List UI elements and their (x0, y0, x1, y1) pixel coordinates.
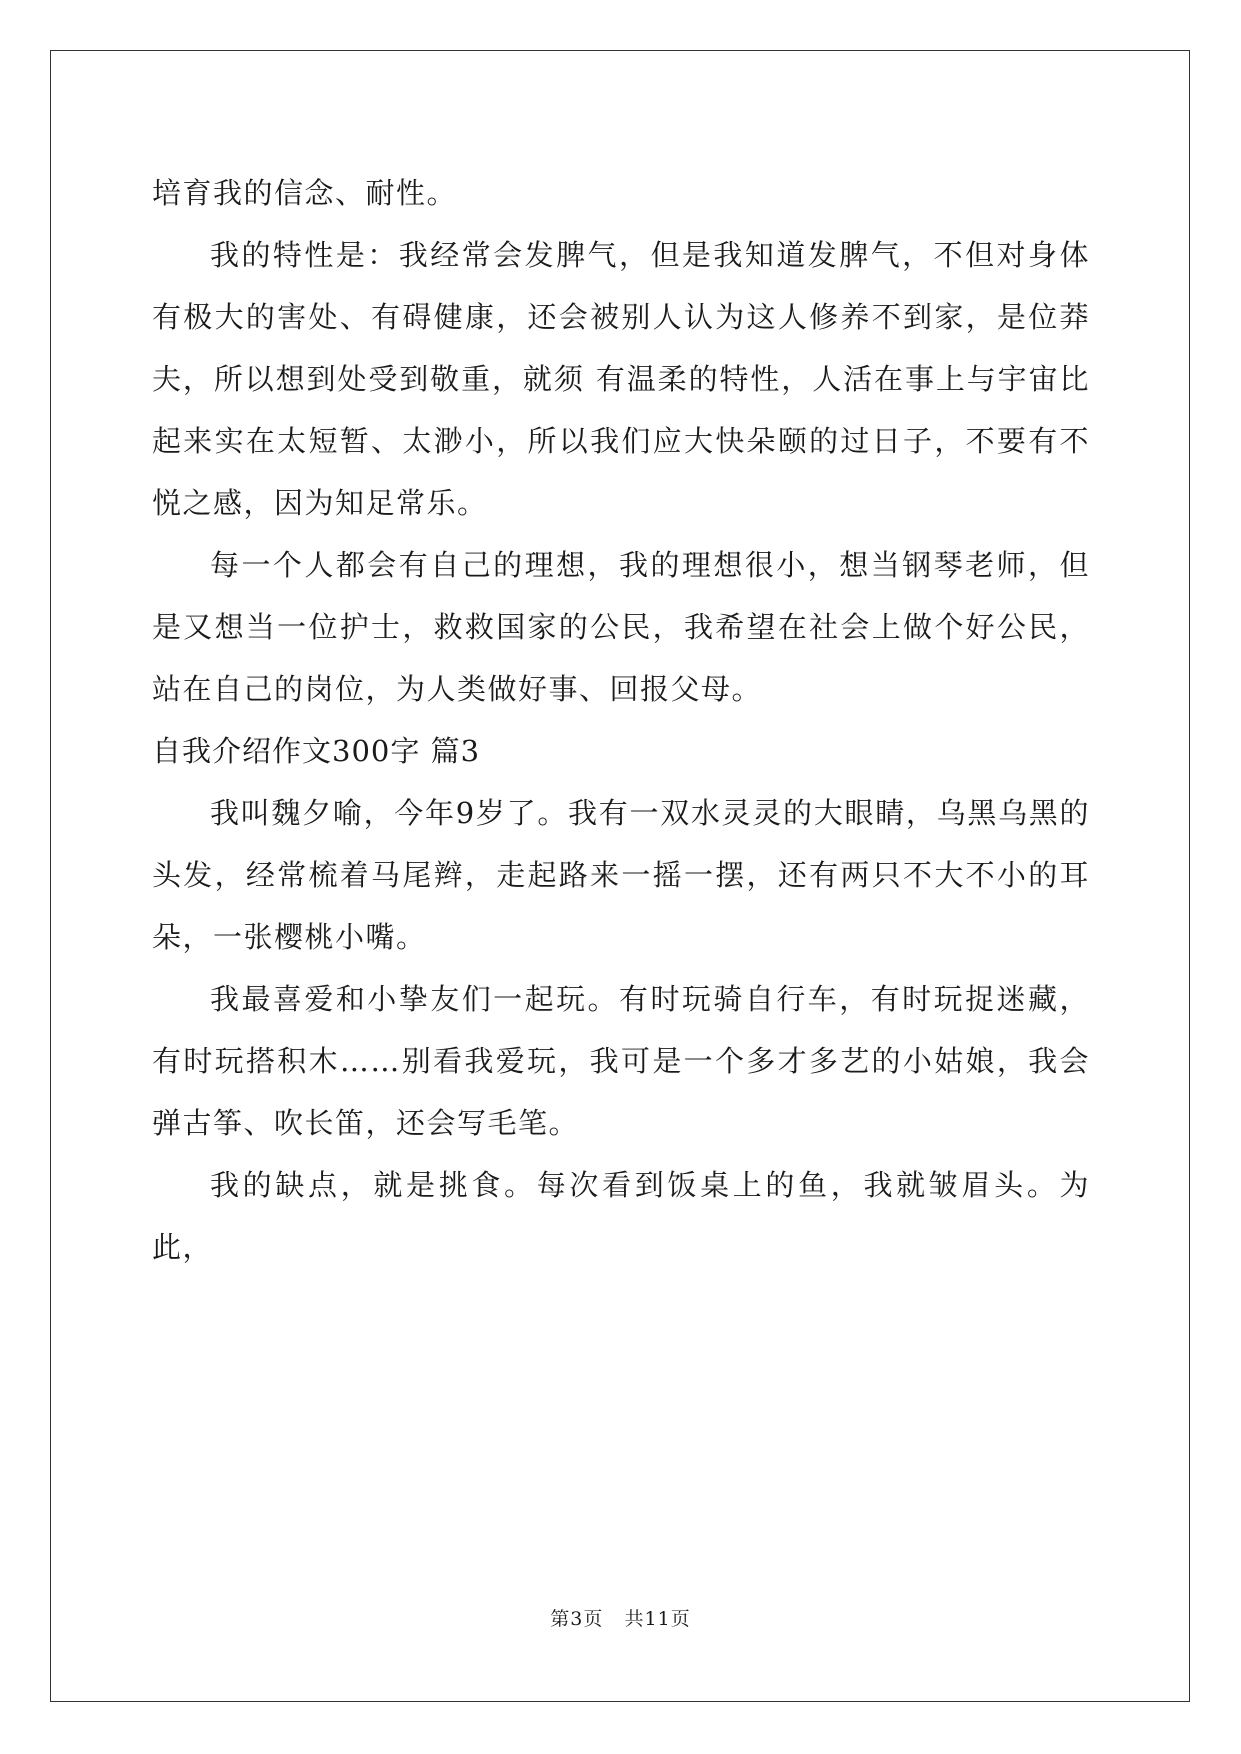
paragraph-appearance: 我叫魏夕喻，今年9岁了。我有一双水灵灵的大眼睛，乌黑乌黑的头发，经常梳着马尾辫，走起路来一摇一摆，还有两只不大不小的耳朵，一张樱桃小嘴。 (152, 796, 1090, 954)
paragraph-continuation: 培育我的信念、耐性。 (152, 176, 458, 210)
document-body (152, 162, 1090, 1278)
page-footer (0, 1604, 1241, 1631)
paragraph-ideal: 每一个人都会有自己的理想，我的理想很小，想当钢琴老师，但是又想当一位护士，救救国家的公民，我希望在社会上做个好公民，站在自己的岗位，为人类做好事、回报父母。 (152, 548, 1090, 706)
paragraph-shortcoming: 我的缺点，就是挑食。每次看到饭桌上的鱼，我就皱眉头。为此， (152, 1168, 1090, 1264)
paragraph-temperament: 我的特性是：我经常会发脾气，但是我知道发脾气，不但对身体有极大的害处、有碍健康，还会被别人认为这人修养不到家，是位莽夫，所以想到处受到敬重，就须 有温柔的特性，人活在事上与宇宙比起来实在太短暂、太渺小，所以我们应大快朵颐的过日子，不要有不悦之感，因为知足常乐。 (152, 238, 1090, 520)
page-number: 第3页 (550, 1608, 604, 1630)
section-heading: 自我介绍作文300字 篇3 (152, 734, 481, 768)
page-total: 共11页 (624, 1608, 691, 1630)
paragraph-hobbies: 我最喜爱和小挚友们一起玩。有时玩骑自行车，有时玩捉迷藏，有时玩搭积木……别看我爱玩，我可是一个多才多艺的小姑娘，我会弹古筝、吹长笛，还会写毛笔。 (152, 982, 1090, 1140)
